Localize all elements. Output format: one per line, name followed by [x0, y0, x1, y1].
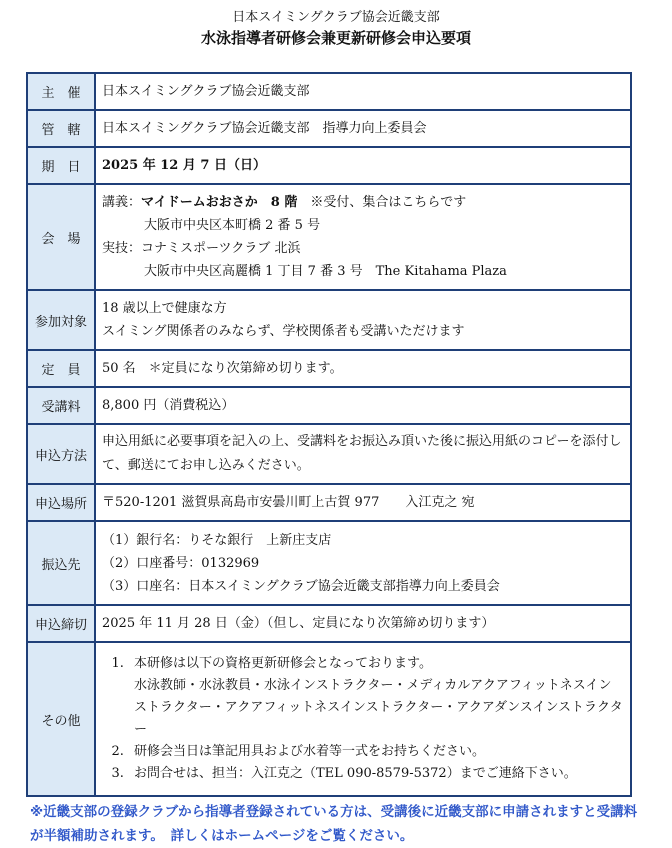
label-date: 期 日	[28, 148, 96, 183]
venue-lecture-note: ※受付、集合はこちらです	[297, 195, 467, 210]
application-table	[26, 72, 632, 797]
value-capacity: 50 名 ＊定員になり次第締め切ります。	[102, 361, 343, 376]
venue-practical-address: 大阪市中央区高麗橋 1 丁目 7 番 3 号 The Kitahama Plaza	[144, 264, 507, 279]
footnote: ※近畿支部の登録クラブから指導者登録されている方は、受講後に近畿支部に申請されますと受講料が半額補助されます。 詳しくはホームページをご覧ください。	[30, 804, 638, 844]
label-transfer: 振込先	[28, 522, 96, 604]
row-jurisdiction	[28, 109, 630, 146]
label-jurisdiction: 管 轄	[28, 111, 96, 146]
value-date: 2025 年 12 月 7 日（日）	[102, 158, 266, 173]
row-venue	[28, 183, 630, 289]
label-other: その他	[28, 643, 96, 795]
value-host: 日本スイミングクラブ協会近畿支部	[102, 84, 310, 99]
label-address: 申込場所	[28, 485, 96, 520]
row-eligibility	[28, 289, 630, 349]
row-other	[28, 641, 630, 795]
label-method: 申込方法	[28, 425, 96, 483]
label-deadline: 申込締切	[28, 606, 96, 641]
value-eligibility: 18 歳以上で健康な方 スイミング関係者のみならず、学校関係者も受講いただけます	[102, 301, 465, 339]
label-fee: 受講料	[28, 388, 96, 423]
other-item-2: 2. 研修会当日は筆記用具および水着等一式をお持ちください。	[128, 741, 624, 763]
label-host: 主 催	[28, 74, 96, 109]
row-method	[28, 423, 630, 483]
venue-lecture-prefix: 講義：	[102, 195, 142, 210]
value-other	[96, 643, 630, 795]
row-capacity	[28, 349, 630, 386]
organization-name: 日本スイミングクラブ協会近畿支部	[232, 10, 440, 25]
row-fee	[28, 386, 630, 423]
other-item-1: 1. 本研修は以下の資格更新研修会となっております。 水泳教師・水泳教員・水泳インストラクター・メディカルアクアフィットネスインストラクター・アクアフィットネスインストラクター・アクアダンスインストラクター	[128, 653, 624, 741]
label-venue: 会 場	[28, 185, 96, 289]
value-deadline: 2025 年 11 月 28 日（金）（但し、定員になり次第締め切ります）	[102, 616, 495, 631]
venue-lecture-place: マイドームおおさか 8 階	[141, 195, 298, 210]
label-capacity: 定 員	[28, 351, 96, 386]
value-transfer: （1）銀行名：りそな銀行 上新庄支店 （2）口座番号：0132969 （3）口座名：日本スイミングクラブ協会近畿支部指導力向上委員会	[102, 532, 500, 594]
page-title: 水泳指導者研修会兼更新研修会申込要項	[200, 29, 471, 47]
venue-lecture-address: 大阪市中央区本町橋 2 番 5 号	[144, 218, 321, 233]
value-method: 申込用紙に必要事項を記入の上、受講料をお振込み頂いた後に振込用紙のコピーを添付して、郵送にてお申し込みください。	[102, 434, 622, 473]
row-deadline	[28, 604, 630, 641]
value-jurisdiction: 日本スイミングクラブ協会近畿支部 指導力向上委員会	[102, 121, 427, 136]
row-transfer	[28, 520, 630, 604]
value-venue	[96, 185, 630, 289]
row-date	[28, 146, 630, 183]
row-address	[28, 483, 630, 520]
value-fee: 8,800 円（消費税込）	[102, 398, 235, 413]
row-host	[28, 74, 630, 109]
value-address: 〒520-1201 滋賀県高島市安曇川町上古賀 977 入江克之 宛	[102, 495, 475, 510]
other-item-3: 3. お問合せは、担当：入江克之（TEL 090-8579-5372）までご連絡下さい。	[128, 763, 624, 785]
label-eligibility: 参加対象	[28, 291, 96, 349]
venue-practical: 実技：コナミスポーツクラブ 北浜	[102, 241, 301, 256]
